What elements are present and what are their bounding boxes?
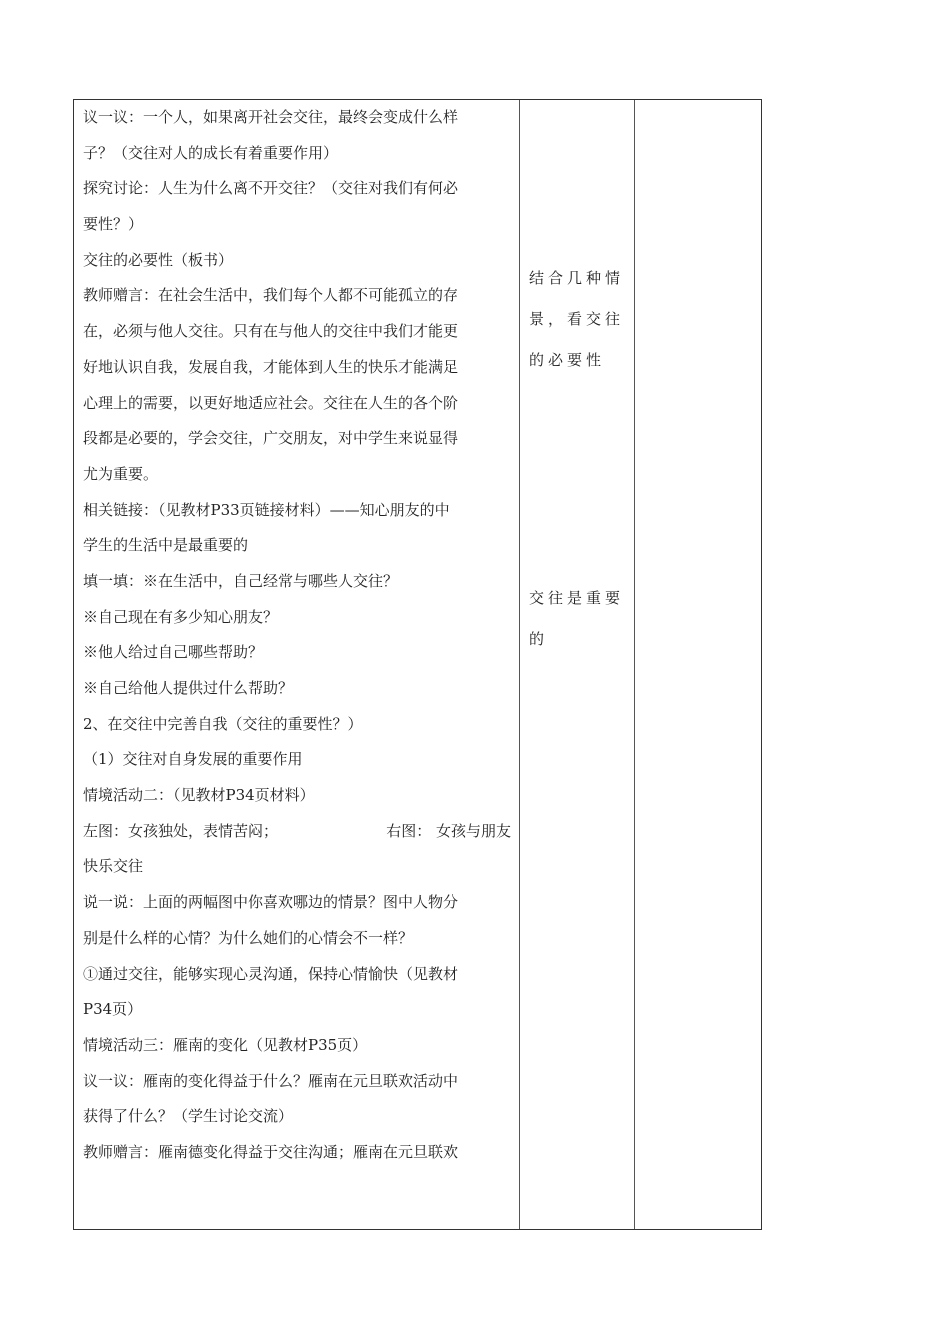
text-line: 在，必须与他人交往。只有在与他人的交往中我们才能更: [83, 322, 459, 341]
note-importance: [529, 578, 628, 660]
empty-column: [635, 100, 761, 1229]
text-line: 要性？）: [83, 215, 144, 234]
text-line: 别是什么样的心情？为什么她们的心情会不一样？: [83, 928, 414, 947]
text-line: 快乐交往: [83, 857, 144, 876]
text-line: 尤为重要。: [83, 464, 159, 483]
text-line: 情境活动二：（见教材P34页材料）: [83, 786, 315, 805]
text-line: 心理上的需要，以更好地适应社会。交往在人生的各个阶: [83, 393, 459, 412]
text-line: ※自己现在有多少知心朋友？: [83, 607, 279, 626]
text-line: 探究讨论：人生为什么离不开交往？（交往对我们有何必: [83, 179, 459, 198]
text-line: 相关链接：（见教材P33页链接材料）——知心朋友的中: [83, 500, 450, 519]
main-content-column: [74, 100, 520, 1229]
text-line: 说一说：上面的两幅图中你喜欢哪边的情景？图中人物分: [83, 893, 459, 912]
text-line: 议一议：雁南的变化得益于什么？雁南在元旦联欢活动中: [83, 1071, 459, 1090]
text-line: ※自己给他人提供过什么帮助？: [83, 679, 294, 697]
lesson-table: [73, 99, 762, 1230]
text-line: 议一议：一个人，如果离开社会交往，最终会变成什么样: [83, 108, 459, 126]
note-line: 结合几种情: [529, 269, 625, 287]
text-line: P34页）: [83, 1000, 143, 1019]
text-line: 段都是必要的，学会交往，广交朋友，对中学生来说显得: [83, 429, 459, 448]
text-line: 交往的必要性（板书）: [83, 250, 234, 269]
note-necessity: [529, 258, 628, 381]
design-intent-column: [520, 100, 635, 1229]
text-line: 好地认识自我，发展自我，才能体到人生的快乐才能满足: [83, 357, 459, 376]
note-line: 的必要性: [529, 351, 606, 369]
text-line: 教师赠言：在社会生活中，我们每个人都不可能孤立的存: [83, 286, 459, 305]
text-line: 情境活动三：雁南的变化（见教材P35页）: [83, 1035, 368, 1054]
note-line: 交往是重要: [529, 589, 625, 607]
text-line: 学生的生活中是最重要的: [83, 536, 249, 555]
text-line: 获得了什么？（学生讨论交流）: [83, 1107, 294, 1126]
text-line: 2、在交往中完善自我（交往的重要性？）: [83, 714, 363, 733]
text-line: ①通过交往，能够实现心灵沟通，保持心情愉快（见教材: [83, 964, 459, 983]
text-line: 教师赠言：雁南德变化得益于交往沟通；雁南在元旦联欢: [83, 1142, 459, 1161]
left-image-caption: 左图：女孩独处，表情苦闷；: [83, 821, 279, 840]
text-line: （1）交往对自身发展的重要作用: [83, 750, 303, 769]
text-line: 填一填：※在生活中，自己经常与哪些人交往？: [83, 571, 399, 590]
text-line: ※他人给过自己哪些帮助？: [83, 643, 264, 662]
text-line: 子？（交往对人的成长有着重要作用）: [83, 143, 339, 162]
right-image-caption: 右图： 女孩与朋友: [386, 821, 511, 840]
note-line: 的: [529, 630, 549, 648]
note-line: 景，看交往: [529, 310, 625, 328]
image-description-line: [83, 814, 511, 850]
